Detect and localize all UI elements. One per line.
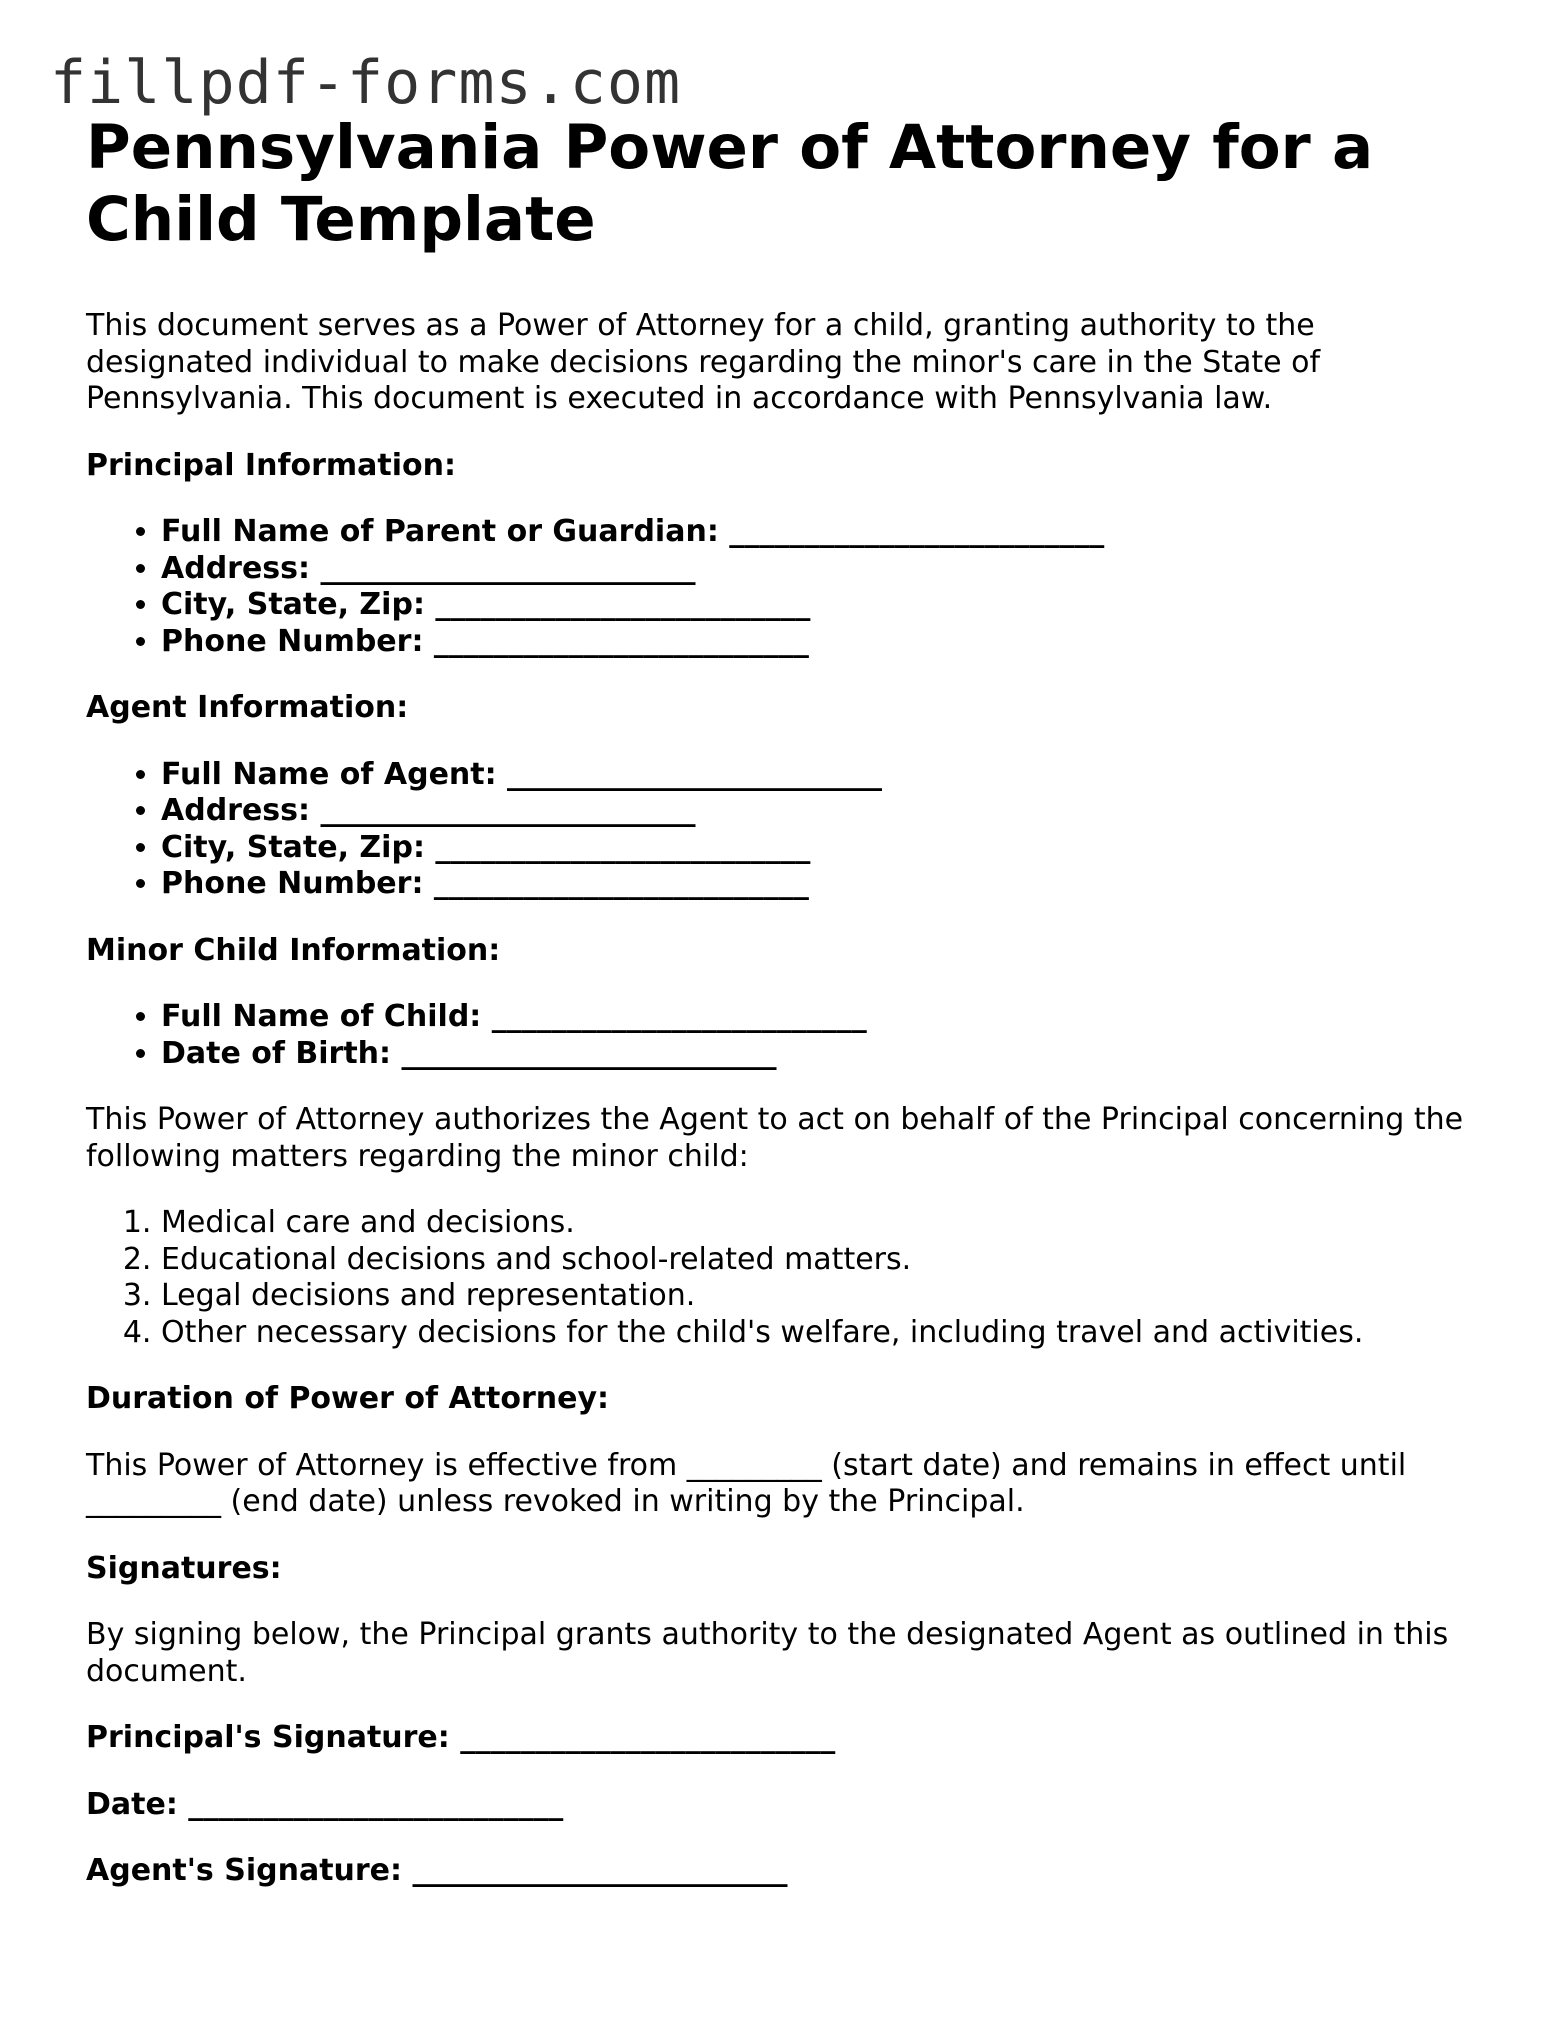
intro-paragraph: This document serves as a Power of Attorney for a child, granting authority to the designated individual to make decisions regarding the minor's care in the State of Pennsylvania. This document is executed in accordance with Pennsylvania law. bbox=[86, 308, 1321, 416]
matter-item: 4. Other necessary decisions for the child's welfare, including travel and activities. bbox=[161, 1315, 1486, 1352]
date-line: Date: _________________________ bbox=[86, 1786, 564, 1822]
principal-address-field: • Address: _________________________ bbox=[161, 551, 1486, 588]
agent-signature-line: Agent's Signature: _________________________ bbox=[86, 1853, 788, 1888]
duration-heading: Duration of Power of Attorney: bbox=[86, 1381, 610, 1416]
principal-phone-field: • Phone Number: _________________________ bbox=[161, 624, 1486, 661]
authorized-matters-list bbox=[86, 1205, 1486, 1351]
principal-heading: Principal Information: bbox=[86, 447, 457, 483]
agent-city-field: • City, State, Zip: _________________________ bbox=[161, 830, 1486, 867]
document-page bbox=[86, 112, 1486, 1920]
document-title: Pennsylvania Power of Attorney for a Child Template bbox=[86, 112, 1374, 255]
matter-item: 3. Legal decisions and representation. bbox=[161, 1278, 1486, 1315]
agent-name-field: • Full Name of Agent: _________________________ bbox=[161, 757, 1486, 794]
agent-heading: Agent Information: bbox=[86, 690, 409, 725]
principal-city-field: • City, State, Zip: _________________________ bbox=[161, 587, 1486, 624]
authorization-paragraph: This Power of Attorney authorizes the Agent to act on behalf of the Principal concerning the following matters regarding the minor child: bbox=[86, 1102, 1464, 1174]
child-fields bbox=[86, 999, 1486, 1072]
principal-name-field: • Full Name of Parent or Guardian: _________________________ bbox=[161, 514, 1486, 551]
signatures-heading: Signatures: bbox=[86, 1550, 282, 1586]
child-heading: Minor Child Information: bbox=[86, 932, 501, 968]
child-dob-field: • Date of Birth: _________________________ bbox=[161, 1036, 1486, 1073]
child-name-field: • Full Name of Child: _________________________ bbox=[161, 999, 1486, 1036]
site-watermark: fillpdf-forms.com bbox=[50, 48, 682, 118]
agent-phone-field: • Phone Number: _________________________ bbox=[161, 866, 1486, 903]
principal-signature-line: Principal's Signature: _________________________ bbox=[86, 1720, 836, 1755]
matter-item: 2. Educational decisions and school-related matters. bbox=[161, 1242, 1486, 1279]
matter-item: 1. Medical care and decisions. bbox=[161, 1205, 1486, 1242]
duration-paragraph: This Power of Attorney is effective from _________ (start date) and remains in effect until _________ (end date) unless revoked in writing by the Principal. bbox=[86, 1447, 1407, 1519]
principal-fields bbox=[86, 514, 1486, 660]
signatures-paragraph: By signing below, the Principal grants authority to the designated Agent as outlined in this document. bbox=[86, 1617, 1449, 1689]
agent-address-field: • Address: _________________________ bbox=[161, 793, 1486, 830]
agent-fields bbox=[86, 757, 1486, 903]
